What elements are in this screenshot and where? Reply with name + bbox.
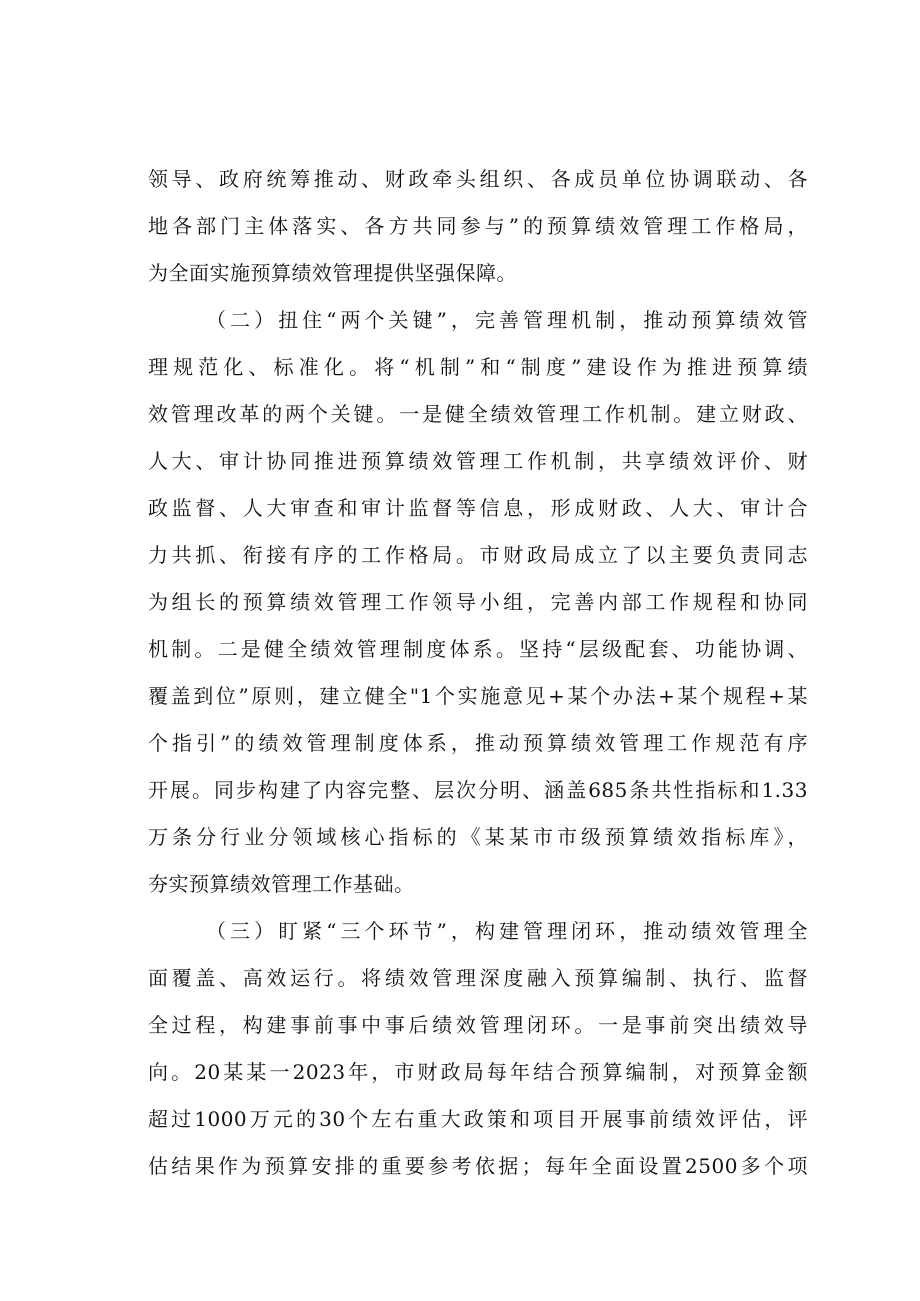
text-line: 估结果作为预算安排的重要参考依据；每年全面设置2500多个项 xyxy=(148,1154,808,1178)
text-line: 面覆盖、高效运行。将绩效管理深度融入预算编制、执行、监督 xyxy=(148,966,808,990)
text-line: 机制。二是健全绩效管理制度体系。坚持“层级配套、功能协调、 xyxy=(148,637,808,661)
text-line: 超过1000万元的30个左右重大政策和项目开展事前绩效评估，评 xyxy=(148,1107,808,1131)
text-line: 为全面实施预算绩效管理提供坚强保障。 xyxy=(148,261,517,285)
text-line: 个指引”的绩效管理制度体系，推动预算绩效管理工作规范有序 xyxy=(148,731,808,755)
text-line: 全过程，构建事前事中事后绩效管理闭环。一是事前突出绩效导 xyxy=(148,1013,808,1037)
body-text xyxy=(148,156,808,1190)
text-line: 覆盖到位”原则，建立健全"1个实施意见+某个办法+某个规程+某 xyxy=(148,684,808,708)
text-line: 开展。同步构建了内容完整、层次分明、涵盖685条共性指标和1.33 xyxy=(148,778,808,802)
text-line: 万条分行业分领域核心指标的《某某市市级预算绩效指标库》， xyxy=(148,825,808,849)
text-line: 人大、审计协同推进预算绩效管理工作机制，共享绩效评价、财 xyxy=(148,449,808,473)
text-line: 理规范化、标准化。将“机制”和“制度”建设作为推进预算绩 xyxy=(148,355,808,379)
text-line: 地各部门主体落实、各方共同参与”的预算绩效管理工作格局， xyxy=(148,214,808,238)
text-line: 为组长的预算绩效管理工作领导小组，完善内部工作规程和协同 xyxy=(148,590,808,614)
text-line: 领导、政府统筹推动、财政牵头组织、各成员单位协调联动、各 xyxy=(148,167,808,191)
text-line: 夯实预算绩效管理工作基础。 xyxy=(148,872,415,896)
text-line: （二）扭住“两个关键”，完善管理机制，推动预算绩效管 xyxy=(206,308,808,332)
text-line: 效管理改革的两个关键。一是健全绩效管理工作机制。建立财政、 xyxy=(148,402,808,426)
text-line: 向。20某某一2023年，市财政局每年结合预算编制，对预算金额 xyxy=(148,1060,808,1084)
text-line: 力共抓、衔接有序的工作格局。市财政局成立了以主要负责同志 xyxy=(148,543,808,567)
text-line: （三）盯紧“三个环节”，构建管理闭环，推动绩效管理全 xyxy=(206,919,808,943)
text-line: 政监督、人大审查和审计监督等信息，形成财政、人大、审计合 xyxy=(148,496,808,520)
